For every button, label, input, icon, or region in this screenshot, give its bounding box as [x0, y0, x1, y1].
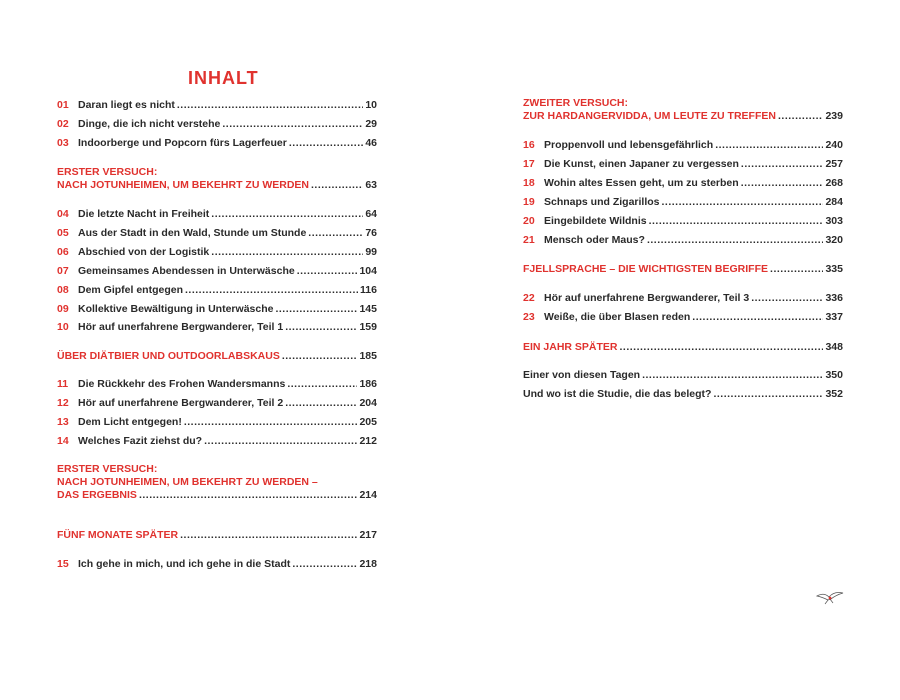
toc-entry	[57, 265, 377, 278]
toc-entry	[57, 99, 377, 112]
chapter-title: Abschied von der Logistik	[78, 246, 210, 258]
dot-leader	[662, 196, 824, 209]
page-number: 145	[359, 303, 377, 315]
dot-leader	[770, 263, 823, 276]
toc-entry	[523, 215, 843, 228]
dot-leader	[649, 215, 824, 228]
page-number: 76	[365, 227, 377, 239]
section-heading-row	[523, 110, 843, 123]
dot-leader	[185, 284, 358, 297]
page-number: 186	[359, 378, 377, 390]
dot-leader	[751, 292, 823, 305]
chapter-number: 16	[523, 139, 535, 151]
chapter-number: 09	[57, 303, 69, 315]
chapter-title: Mensch oder Maus?	[544, 234, 645, 246]
chapter-title: Eingebildete Wildnis	[544, 215, 647, 227]
chapter-title: Die letzte Nacht in Freiheit	[78, 208, 210, 220]
dot-leader	[285, 321, 357, 334]
page-number: 10	[365, 99, 377, 111]
chapter-title: Einer von diesen Tagen	[523, 369, 641, 381]
toc-title: INHALT	[188, 68, 259, 88]
section-title: DAS ERGEBNIS	[57, 489, 137, 501]
chapter-title: Dem Gipfel entgegen	[78, 284, 184, 296]
dot-leader	[211, 208, 363, 221]
toc-entry	[523, 196, 843, 209]
section-line: ERSTER VERSUCH:	[57, 463, 158, 475]
dot-leader	[292, 558, 357, 571]
chapter-title: Welches Fazit ziehst du?	[78, 435, 203, 447]
page-number: 350	[825, 369, 843, 381]
page-number: 352	[825, 388, 843, 400]
page-number: 284	[825, 196, 843, 208]
chapter-title: Indoorberge und Popcorn fürs Lagerfeuer	[78, 137, 287, 149]
toc-entry	[523, 311, 843, 324]
page-number: 29	[365, 118, 377, 130]
chapter-number: 22	[523, 292, 535, 304]
chapter-number: 02	[57, 118, 69, 130]
chapter-number: 13	[57, 416, 69, 428]
page-number: 337	[825, 311, 843, 323]
dot-leader	[289, 137, 363, 150]
chapter-number: 05	[57, 227, 69, 239]
page-number: 159	[359, 321, 377, 333]
section-heading	[523, 97, 843, 110]
chapter-number: 19	[523, 196, 535, 208]
toc-entry	[57, 284, 377, 297]
chapter-number: 01	[57, 99, 69, 111]
section-heading-row	[57, 179, 377, 192]
toc-entry	[57, 397, 377, 410]
page-number: 336	[825, 292, 843, 304]
dot-leader	[297, 265, 358, 278]
chapter-number: 11	[57, 378, 69, 390]
page-number: 320	[825, 234, 843, 246]
toc-entry	[523, 139, 843, 152]
chapter-number: 14	[57, 435, 69, 447]
toc-entry	[523, 158, 843, 171]
chapter-title: Dinge, die ich nicht verstehe	[78, 118, 221, 130]
toc-entry	[57, 416, 377, 429]
chapter-number: 21	[523, 234, 535, 246]
dot-leader	[287, 378, 357, 391]
page-number: 116	[360, 284, 377, 296]
section-line: ERSTER VERSUCH:	[57, 166, 158, 178]
dot-leader	[308, 227, 363, 240]
dot-leader	[177, 99, 363, 112]
section-heading	[57, 463, 377, 489]
chapter-title: Aus der Stadt in den Wald, Stunde um Stunde	[78, 227, 307, 239]
chapter-title: Daran liegt es nicht	[78, 99, 175, 111]
section-title: FJELLSPRACHE – DIE WICHTIGSTEN BEGRIFFE	[523, 263, 769, 275]
dot-leader	[180, 529, 357, 542]
chapter-title: Kollektive Bewältigung in Unterwäsche	[78, 303, 274, 315]
dot-leader	[275, 303, 357, 316]
section-line: ZWEITER VERSUCH:	[523, 97, 628, 109]
chapter-number: 03	[57, 137, 69, 149]
toc-entry	[57, 558, 377, 571]
dot-leader	[285, 397, 357, 410]
toc-entry	[57, 303, 377, 316]
toc-entry	[523, 292, 843, 305]
dot-leader	[222, 118, 363, 131]
toc-entry	[57, 378, 377, 391]
toc-entry	[523, 388, 843, 401]
chapter-number: 07	[57, 265, 69, 277]
toc-entry	[57, 435, 377, 448]
chapter-title: Die Kunst, einen Japaner zu vergessen	[544, 158, 739, 170]
dot-leader	[778, 110, 823, 123]
toc-entry	[523, 234, 843, 247]
dot-leader	[647, 234, 824, 247]
page-number: 204	[359, 397, 377, 409]
chapter-number: 17	[523, 158, 535, 170]
toc-entry	[57, 208, 377, 221]
chapter-title: Ich gehe in mich, und ich gehe in die Stadt	[78, 558, 291, 570]
toc-entry	[57, 118, 377, 131]
toc-entry	[57, 137, 377, 150]
chapter-number: 23	[523, 311, 535, 323]
dot-leader	[642, 369, 823, 382]
chapter-number: 18	[523, 177, 535, 189]
chapter-title: Gemeinsames Abendessen in Unterwäsche	[78, 265, 295, 277]
chapter-title: Wohin altes Essen geht, um zu sterben	[544, 177, 739, 189]
chapter-number: 04	[57, 208, 69, 220]
toc-entry	[57, 246, 377, 259]
dot-leader	[184, 416, 358, 429]
toc-entry	[523, 177, 843, 190]
dot-leader	[713, 388, 823, 401]
page-number: 268	[825, 177, 843, 189]
section-line: NACH JOTUNHEIMEN, UM BEKEHRT ZU WERDEN –	[57, 476, 318, 488]
page-number: 212	[359, 435, 377, 447]
dot-leader	[139, 489, 358, 502]
dot-leader	[282, 350, 358, 363]
dot-leader	[741, 177, 824, 190]
page-number: 214	[359, 489, 377, 501]
section-heading-row	[523, 263, 843, 276]
dot-leader	[692, 311, 823, 324]
chapter-title: Proppenvoll und lebensgefährlich	[544, 139, 714, 151]
toc-entry	[57, 321, 377, 334]
chapter-title: Dem Licht entgegen!	[78, 416, 182, 428]
section-title: NACH JOTUNHEIMEN, UM BEKEHRT ZU WERDEN	[57, 179, 309, 191]
page-number: 240	[825, 139, 843, 151]
page-number: 217	[359, 529, 377, 541]
page-number: 239	[825, 110, 843, 122]
chapter-title: Und wo ist die Studie, die das belegt?	[523, 388, 712, 400]
toc-entry	[57, 227, 377, 240]
page-number: 205	[359, 416, 377, 428]
dot-leader	[311, 179, 363, 192]
chapter-number: 06	[57, 246, 69, 258]
chapter-title: Hör auf unerfahrene Bergwanderer, Teil 1	[78, 321, 284, 333]
section-heading-row	[523, 341, 843, 354]
section-title: FÜNF MONATE SPÄTER	[57, 529, 179, 541]
page-number: 99	[365, 246, 377, 258]
chapter-number: 12	[57, 397, 69, 409]
page-number: 63	[365, 179, 377, 191]
page-number: 257	[825, 158, 843, 170]
dot-leader	[620, 341, 824, 354]
section-title: ÜBER DIÄTBIER UND OUTDOORLABSKAUS	[57, 350, 280, 362]
section-heading	[57, 166, 377, 179]
bird-icon	[815, 588, 845, 606]
dot-leader	[211, 246, 363, 259]
page-number: 64	[365, 208, 377, 220]
chapter-number: 20	[523, 215, 535, 227]
page-number: 335	[825, 263, 843, 275]
section-title: EIN JAHR SPÄTER	[523, 341, 618, 353]
chapter-title: Die Rückkehr des Frohen Wandersmanns	[78, 378, 286, 390]
section-title: ZUR HARDANGERVIDDA, UM LEUTE ZU TREFFEN	[523, 110, 776, 122]
dot-leader	[715, 139, 823, 152]
section-heading-row	[57, 529, 377, 542]
toc-entry	[523, 369, 843, 382]
chapter-title: Schnaps und Zigarillos	[544, 196, 660, 208]
section-heading-row	[57, 489, 377, 502]
chapter-number: 10	[57, 321, 69, 333]
chapter-number: 08	[57, 284, 69, 296]
section-heading-row	[57, 350, 377, 363]
dot-leader	[204, 435, 357, 448]
page-number: 185	[359, 350, 377, 362]
page-number: 303	[825, 215, 843, 227]
chapter-title: Weiße, die über Blasen reden	[544, 311, 691, 323]
page-number: 46	[365, 137, 377, 149]
chapter-number: 15	[57, 558, 69, 570]
dot-leader	[741, 158, 824, 171]
chapter-title: Hör auf unerfahrene Bergwanderer, Teil 3	[544, 292, 750, 304]
chapter-title: Hör auf unerfahrene Bergwanderer, Teil 2	[78, 397, 284, 409]
page-number: 348	[825, 341, 843, 353]
page-number: 104	[359, 265, 377, 277]
page-number: 218	[359, 558, 377, 570]
